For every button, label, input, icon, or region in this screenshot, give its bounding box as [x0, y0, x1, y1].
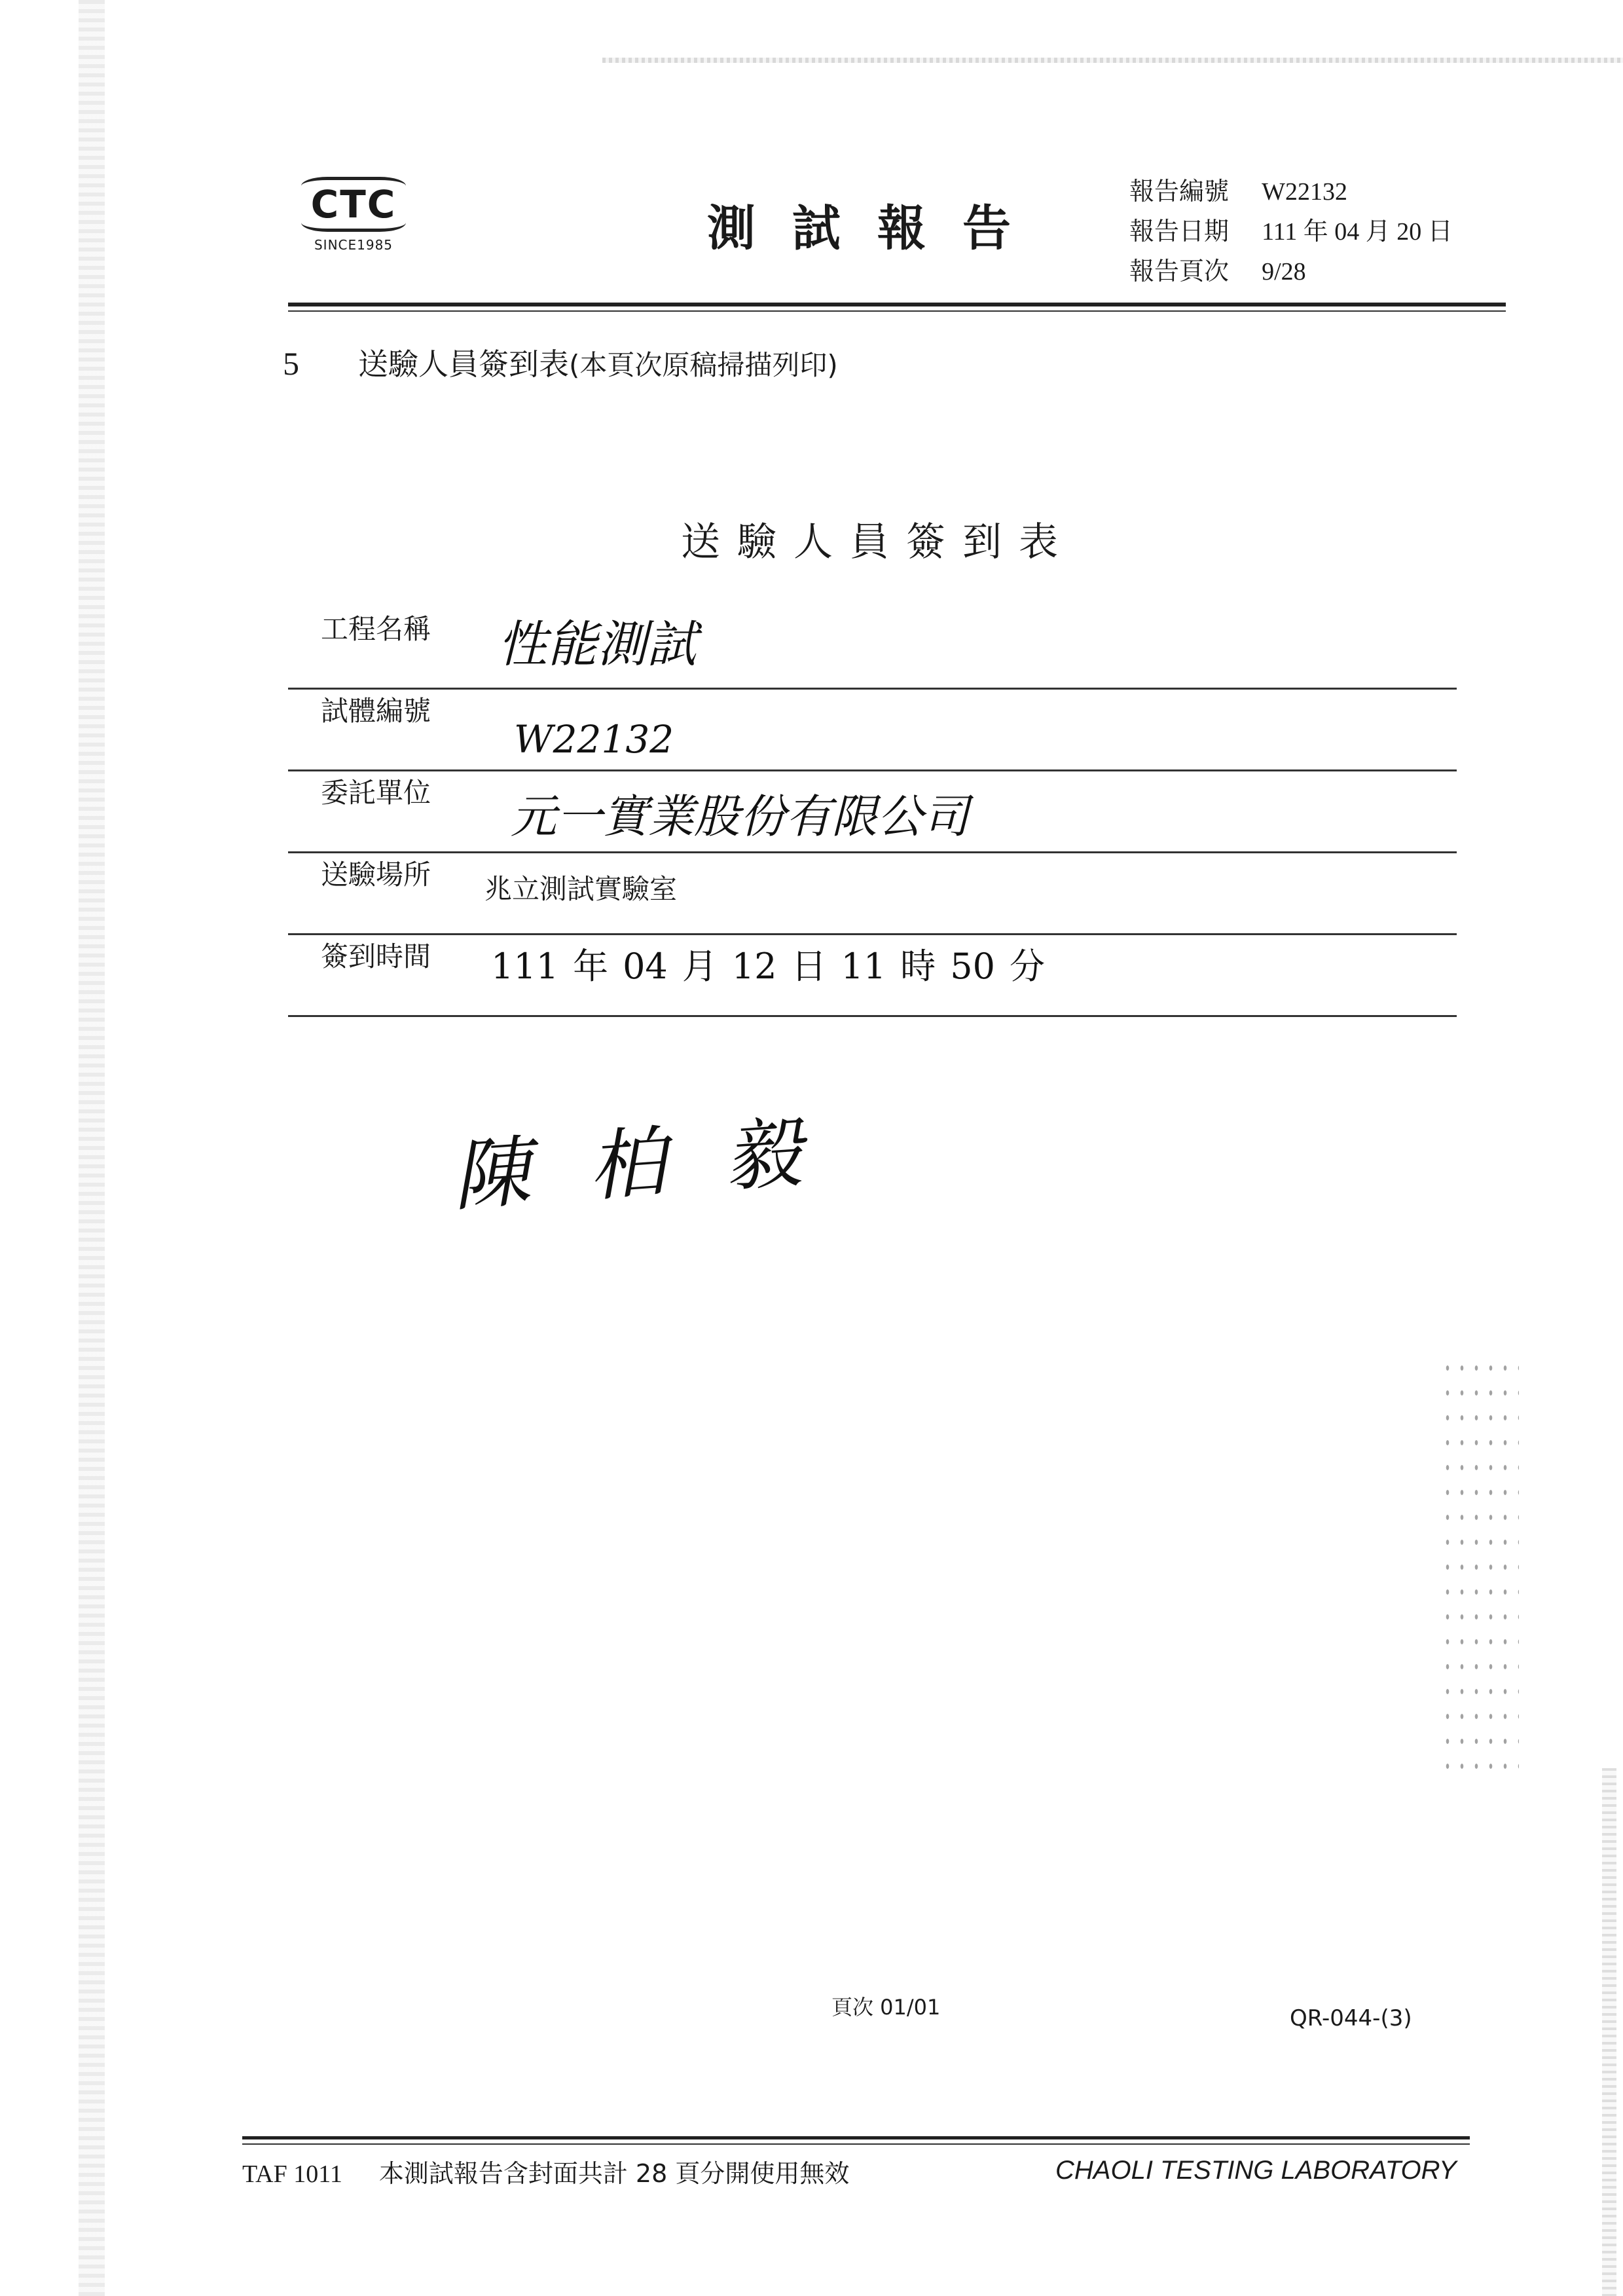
scan-top-edge	[602, 58, 1623, 63]
section-title: 送驗人員簽到表	[358, 346, 569, 382]
handwritten-project: 性能測試	[498, 615, 697, 673]
form-label: 簽到時間	[321, 940, 431, 972]
meta-value: 111 年 04 月 20 日	[1262, 218, 1453, 246]
form-code: QR-044-(3)	[1290, 2005, 1412, 2031]
time-minute: 50	[950, 946, 995, 987]
handwritten-signature: 陳柏毅	[449, 1103, 864, 1222]
location-value: 兆立測試實驗室	[484, 873, 678, 905]
footer-divider	[242, 2136, 1470, 2139]
scan-edge-right	[1602, 1768, 1616, 2296]
form-title: 送驗人員簽到表	[681, 519, 1075, 565]
section-heading	[283, 341, 838, 384]
handwritten-client: 元一實業股份有限公司	[511, 790, 969, 843]
footer-left	[242, 2153, 849, 2189]
time-day: 12	[731, 946, 777, 987]
taf-number: TAF 1011	[242, 2160, 342, 2188]
time-day-unit: 日	[791, 946, 827, 987]
form-row-specimen	[288, 688, 1457, 771]
handwritten-time	[491, 938, 1045, 989]
time-month: 04	[623, 946, 668, 987]
meta-label: 報告頁次	[1129, 257, 1230, 286]
form-row-project	[288, 606, 1457, 690]
form-label: 工程名稱	[321, 613, 431, 645]
scan-edge-left	[79, 0, 105, 2296]
report-title: 測試報告	[707, 200, 1048, 257]
time-hour: 11	[841, 946, 886, 987]
meta-report-page	[1129, 251, 1453, 291]
form-label: 送驗場所	[321, 859, 431, 891]
lab-name: CHAOLI TESTING LABORATORY	[1055, 2156, 1457, 2185]
section-note: (本頁次原稿掃描列印)	[569, 349, 838, 381]
faint-dot-marks	[1440, 1356, 1519, 1775]
form-label: 委託單位	[321, 777, 431, 809]
time-month-unit: 月	[682, 946, 718, 987]
meta-label: 報告日期	[1129, 217, 1230, 246]
meta-value: W22132	[1262, 178, 1347, 206]
time-year: 111	[491, 946, 559, 987]
logo-since: SINCE1985	[314, 237, 393, 253]
footer-notice: 本測試報告含封面共計 28 頁分開使用無效	[378, 2159, 850, 2188]
time-hour-unit: 時	[900, 946, 936, 987]
time-minute-unit: 分	[1009, 946, 1045, 987]
report-meta	[1129, 172, 1453, 291]
section-number: 5	[283, 345, 299, 382]
form-label: 試體編號	[321, 695, 431, 727]
form-row-location	[288, 851, 1457, 935]
time-year-unit: 年	[573, 946, 609, 987]
company-logo	[301, 177, 406, 268]
header-divider-thin	[288, 310, 1506, 312]
page-number: 頁次 01/01	[831, 1995, 941, 2020]
meta-label: 報告編號	[1129, 177, 1230, 206]
logo-text: CTC	[301, 177, 406, 232]
meta-report-date	[1129, 212, 1453, 251]
meta-report-number	[1129, 172, 1453, 212]
handwritten-specimen: W22132	[514, 717, 674, 762]
form-row-client	[288, 769, 1457, 853]
header-divider	[288, 303, 1506, 306]
meta-value: 9/28	[1262, 258, 1306, 286]
footer-divider-thin	[242, 2143, 1470, 2145]
form-row-signin-time	[288, 933, 1457, 1017]
